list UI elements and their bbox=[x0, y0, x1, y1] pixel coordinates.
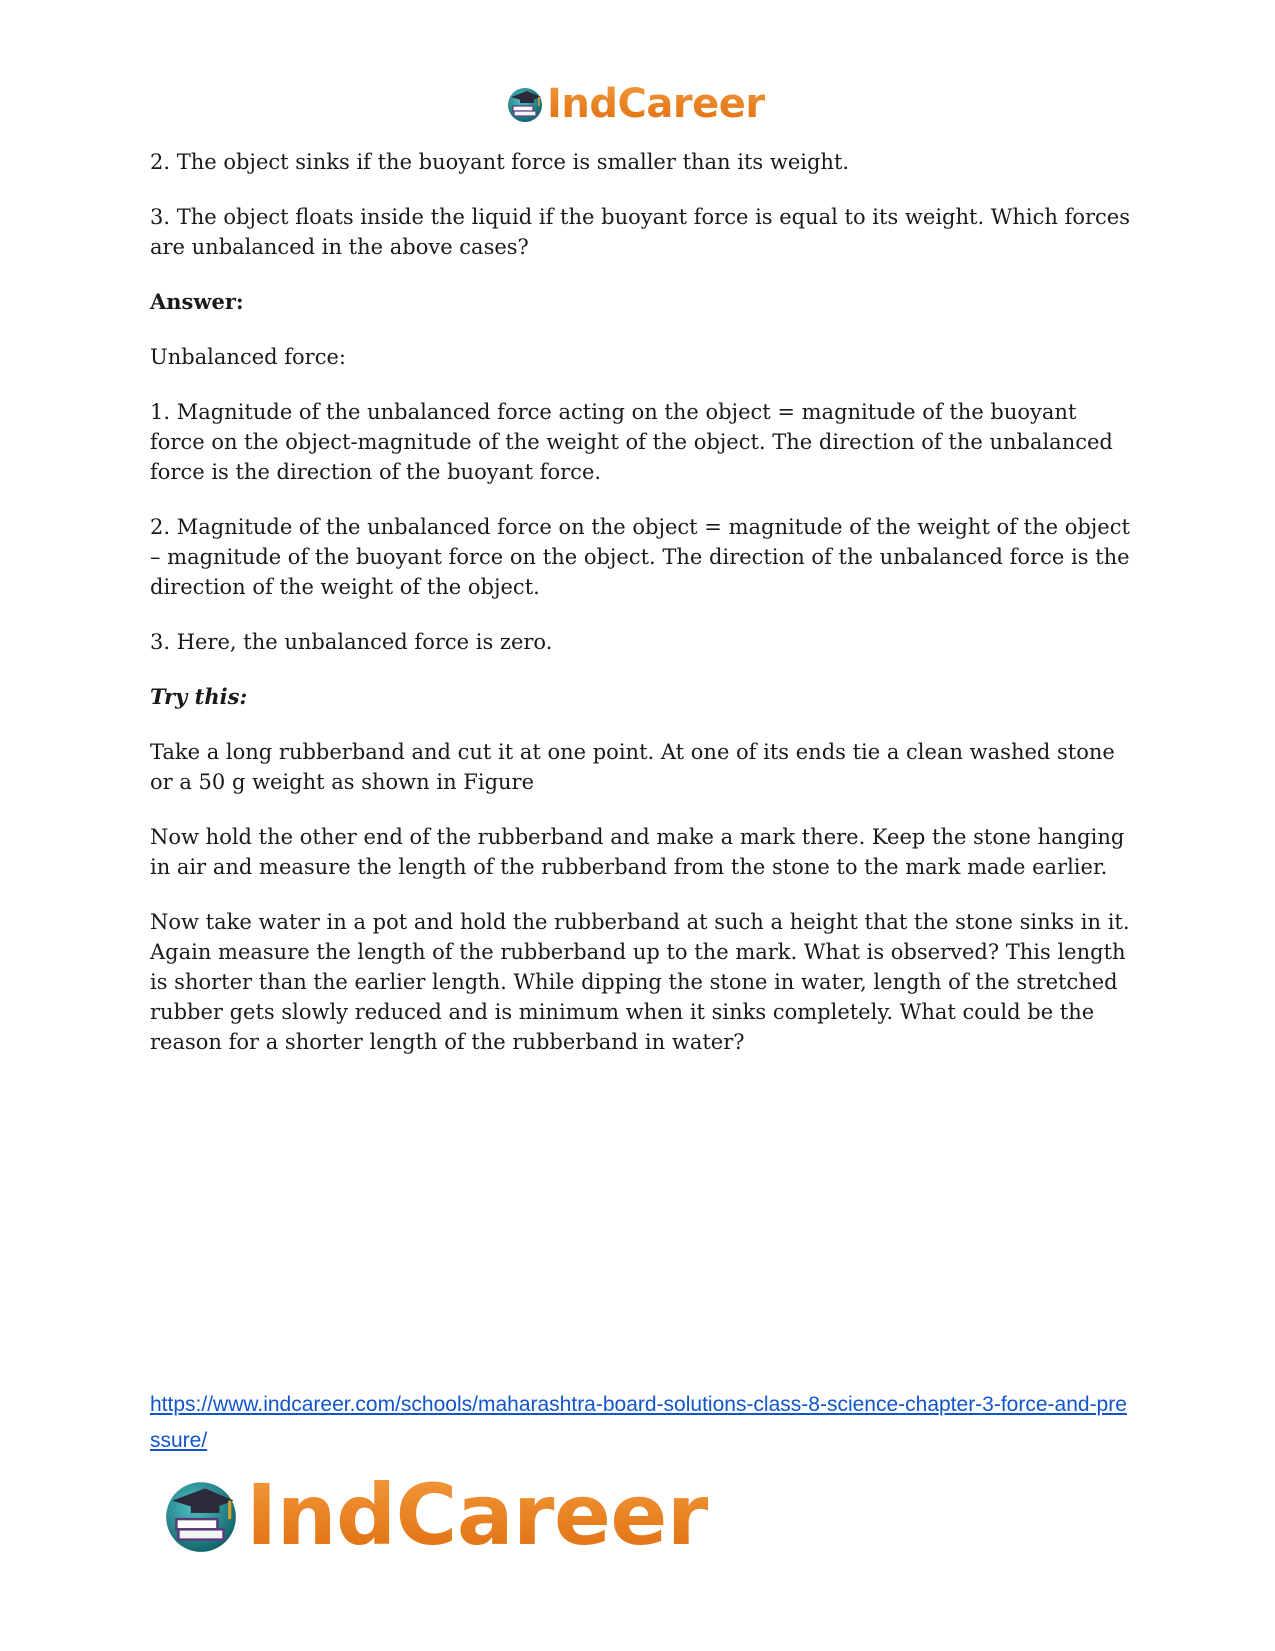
paragraph: Now hold the other end of the rubberband and make a mark there. Keep the stone hanging in air and measure the length of the rubberband from the stone to the mark made earlier. bbox=[150, 825, 1125, 879]
document-body bbox=[150, 147, 1130, 1082]
paragraph: 3. Here, the unbalanced force is zero. bbox=[150, 630, 553, 654]
footer-logo bbox=[160, 1466, 708, 1564]
try-this-heading: Try this: bbox=[150, 684, 248, 709]
paragraph: 2. Magnitude of the unbalanced force on the object = magnitude of the weight of the object – magnitude of the buoyant force on the object. The direction of the unbalanced force is the direction of the weight of the object. bbox=[150, 515, 1130, 599]
paragraph: 3. The object floats inside the liquid if the buoyant force is equal to its weight. Which forces are unbalanced in the above cases? bbox=[150, 205, 1130, 259]
logo-wordmark: IndCareer bbox=[246, 1466, 708, 1564]
graduation-globe-icon bbox=[505, 84, 545, 124]
paragraph: Now take water in a pot and hold the rubberband at such a height that the stone sinks in it. Again measure the length of the rubberband up to the mark. What is observed? This length is shorter than the earlier length. While dipping the stone in water, length of the stretched rubber gets slowly reduced and is minimum when it sinks completely. What could be the reason for a shorter length of the rubberband in water? bbox=[150, 910, 1130, 1054]
paragraph: 1. Magnitude of the unbalanced force acting on the object = magnitude of the buoyant force on the object-magnitude of the weight of the object. The direction of the unbalanced force is the direction of the buoyant force. bbox=[150, 400, 1113, 484]
header-logo bbox=[505, 82, 765, 126]
paragraph: Take a long rubberband and cut it at one point. At one of its ends tie a clean washed stone or a 50 g weight as shown in Figure bbox=[150, 740, 1115, 794]
source-link[interactable]: https://www.indcareer.com/schools/maharashtra-board-solutions-class-8-science-chapter-3-force-and-pressure/ bbox=[150, 1393, 1127, 1452]
logo-wordmark: IndCareer bbox=[547, 81, 765, 127]
graduation-globe-icon bbox=[160, 1474, 242, 1556]
answer-heading: Answer: bbox=[150, 289, 244, 314]
paragraph: 2. The object sinks if the buoyant force is smaller than its weight. bbox=[150, 150, 850, 174]
paragraph: Unbalanced force: bbox=[150, 345, 346, 369]
